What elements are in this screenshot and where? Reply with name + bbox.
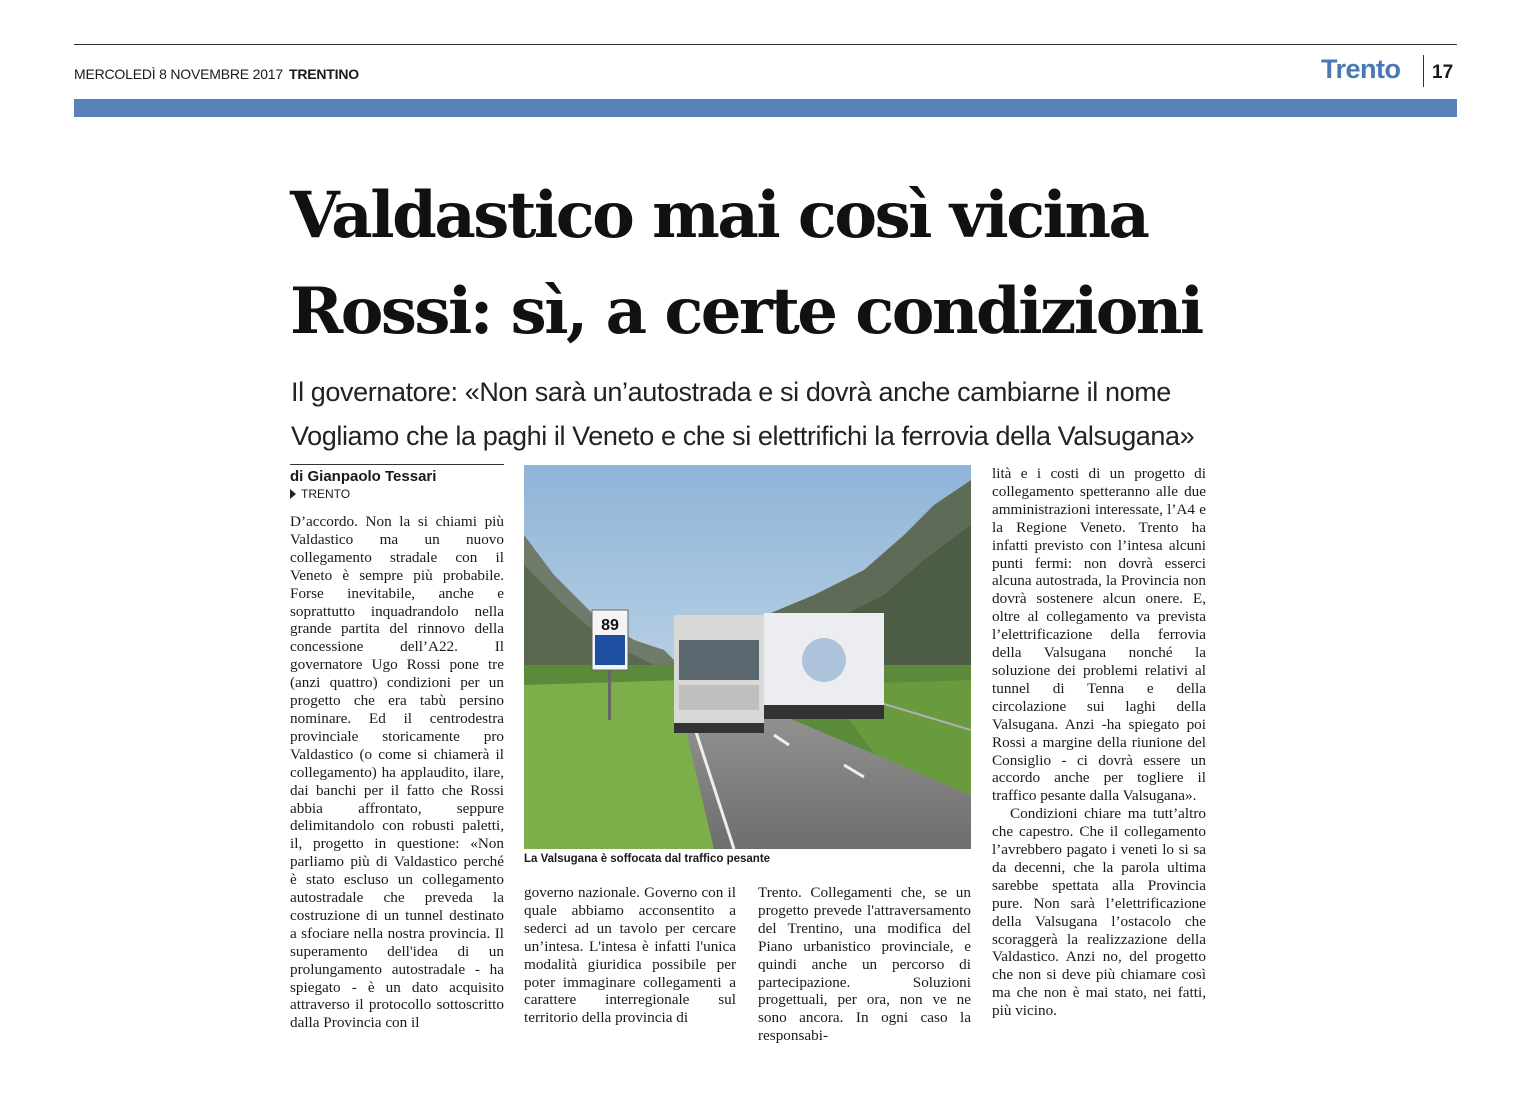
section-title: Trento [1321,54,1401,84]
subheadline-line-1: Il governatore: «Non sarà un’autostrada e si dovrà anche cambiarne il nome [291,377,1171,407]
headline-line-2: Rossi: sì, a certe condizioni [290,274,1202,349]
section-color-bar [74,99,1457,117]
photo-caption: La Valsugana è soffocata dal traffico pesante [524,853,771,865]
dateline-text: TRENTO [301,487,351,501]
column-4-text-a: lità e i costi di un progetto di collegamento spetteranno alle due amministrazioni interessate, l’A4 e la Regione Veneto. Trento ha infatti previsto con l’intesa alcuni punti fermi: non dovrà esserci alcuna autostrada, la Provincia non dovrà sostenere alcun onere. E, oltre al collegamento va prevista l’elettrificazione della ferrovia della Valsugana nonché la soluzione dei problemi relativi al tunnel di Tenna e della circolazione sui laghi della Valsugana. Anzi -ha spiegato poi Rossi a margine della riunione del Consiglio - ci dovrà essere un accordo anche per togliere il traffico pesante dalla Valsugana». [992,465,1206,805]
byline-rule [290,464,504,465]
newspaper-name: TRENTINO [288,66,359,82]
column-2-text: governo nazionale. Governo con il quale abbiamo acconsentito a sederci ad un tavolo per cercare un’intesa. L'intesa è infatti l'unica modalità giuridica possibile per poter immaginare collegamenti a carattere interregionale sul territorio della provincia di [524,884,736,1027]
dateline [290,487,350,501]
header-separator [1423,55,1424,87]
dateline-arrow-icon [290,489,296,499]
byline: di Gianpaolo Tessari [290,468,437,485]
subheadline-line-2: Vogliamo che la paghi il Veneto e che si elettrifichi la ferrovia della Valsugana» [291,421,1195,451]
issue-date: MERCOLEDÌ 8 NOVEMBRE 2017 [74,66,283,82]
column-1-text: D’accordo. Non la si chiami più Valdastico ma un nuovo collegamento stradale con il Veneto è sempre più probabile. Forse inevitabile, anche e soprattutto inquadrandolo nella grande partita del rinnovo della concessione dell’A22. Il governatore Ugo Rossi pone tre (anzi quattro) condizioni per un progetto che era tabù persino nominare. Ed il centrodestra provinciale storicamente pro Valdastico (o come si chiamerà il collegamento) ha applaudito, ilare, dai banchi per il fatto che Rossi abbia affrontato, seppure delimitandolo con robusti paletti, il, progetto in questione: «Non parliamo più di Valdastico perché è stato escluso un collegamento autostradale che preveda la costruzione di un tunnel destinato a sfociare nella nostra provincia. Il superamento dell'idea di un prolungamento autostradale - ha spiegato - è un dato acquisito attraverso il protocollo sottoscritto dalla Provincia con il [290,513,504,1032]
top-rule [74,44,1457,45]
page-number: 17 [1432,62,1454,83]
article-photo [524,465,971,849]
article-column-2 [524,884,736,1044]
issue-date-line [74,66,359,82]
article-column-4 [992,465,1206,1045]
column-3-text: Trento. Collegamenti che, se un progetto prevede l'attraversamento del Trentino, una modifica del Piano urbanistico provinciale, e quindi anche un percorso di partecipazione. Soluzioni progettuali, per ora, non ve ne sono ancora. In ogni caso la responsabi- [758,884,971,1044]
article-column-1 [290,513,504,1043]
road-sign-number: 89 [601,617,619,634]
column-4-text-b: Condizioni chiare ma tutt’altro che capestro. Che il collegamento l’avrebbero pagato i veneti lo si sa da decenni, che la parola ultima sarebbe spettata alla Provincia pure. Non sarà l’elettrificazione della Valsugana l’ostacolo che scoraggerà la realizzazione della Valdastico. Anzi no, del progetto che non si deve più chiamare così ma che non è mai stato, nei fatti, più vicino. [992,805,1206,1020]
article-column-3 [758,884,971,1044]
highway-trucks-photo [524,465,971,849]
headline-line-1: Valdastico mai così vicina [290,178,1148,253]
